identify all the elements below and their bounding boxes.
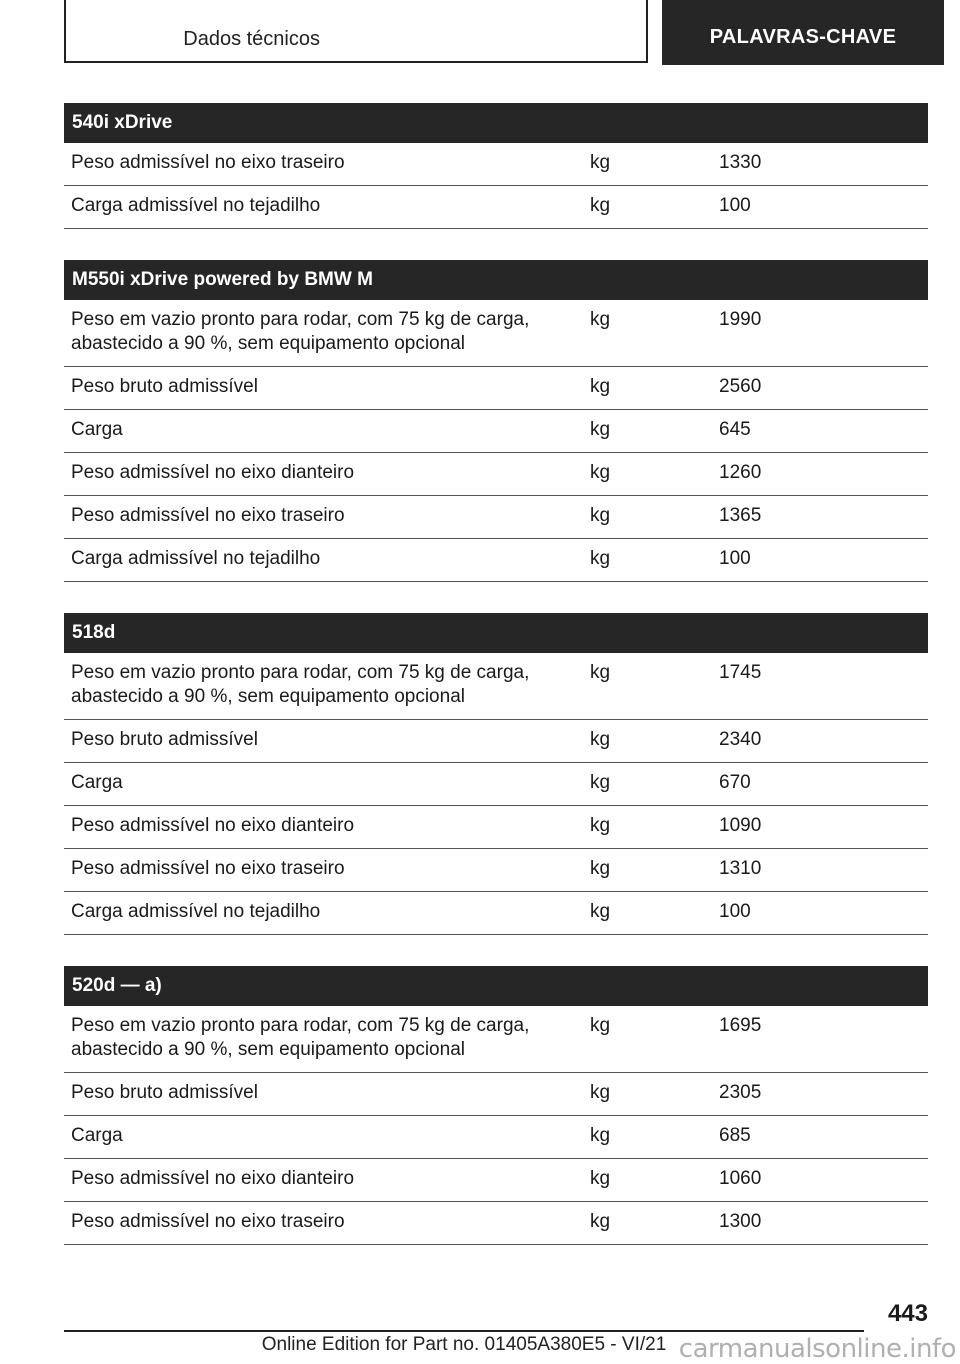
row-unit: kg (590, 729, 611, 750)
row-unit: kg (590, 772, 611, 793)
table-row (64, 763, 928, 806)
table-row (64, 367, 928, 410)
row-value: 1260 (719, 462, 762, 483)
row-unit: kg (590, 419, 611, 440)
table-row (64, 1202, 928, 1245)
row-label: Carga admissível no tejadilho (71, 548, 321, 569)
row-label: Peso bruto admissível (71, 1082, 258, 1103)
page-header (0, 0, 960, 66)
row-value: 1990 (719, 309, 762, 330)
row-label: Carga (71, 772, 123, 793)
table-row (64, 806, 928, 849)
section-title: 520d — a) (64, 966, 928, 1006)
row-value: 1745 (719, 662, 762, 683)
row-value: 2305 (719, 1082, 762, 1103)
row-unit: kg (590, 1168, 611, 1189)
row-value: 100 (719, 548, 751, 569)
row-unit: kg (590, 662, 611, 683)
table-row (64, 496, 928, 539)
table-row (64, 539, 928, 582)
row-value: 1695 (719, 1015, 762, 1036)
row-label: Carga admissível no tejadilho (71, 195, 321, 216)
row-label: Peso admissível no eixo traseiro (71, 858, 345, 879)
row-value: 1365 (719, 505, 762, 526)
row-value: 1330 (719, 152, 762, 173)
row-label: Peso admissível no eixo dianteiro (71, 815, 355, 836)
row-label: Peso em vazio pronto para rodar, com 75 kg de carga, abastecido a 90 %, sem equipamento opcional (71, 1015, 530, 1060)
row-value: 670 (719, 772, 751, 793)
row-label: Peso bruto admissível (71, 376, 258, 397)
spec-section (64, 613, 928, 935)
table-row (64, 653, 928, 720)
row-value: 645 (719, 419, 751, 440)
row-label: Carga admissível no tejadilho (71, 901, 321, 922)
row-value: 100 (719, 195, 751, 216)
row-value: 685 (719, 1125, 751, 1146)
row-value: 1310 (719, 858, 762, 879)
spec-tables (64, 103, 928, 1276)
row-label: Peso em vazio pronto para rodar, com 75 kg de carga, abastecido a 90 %, sem equipamento opcional (71, 662, 530, 707)
table-row (64, 720, 928, 763)
table-row (64, 410, 928, 453)
section-title: 540i xDrive (64, 103, 928, 143)
row-label: Peso admissível no eixo traseiro (71, 152, 345, 173)
spec-section (64, 103, 928, 229)
row-label: Carga (71, 419, 123, 440)
row-unit: kg (590, 1125, 611, 1146)
row-unit: kg (590, 462, 611, 483)
row-unit: kg (590, 152, 611, 173)
table-row (64, 1159, 928, 1202)
row-unit: kg (590, 858, 611, 879)
table-row (64, 849, 928, 892)
row-label: Peso admissível no eixo dianteiro (71, 1168, 355, 1189)
row-unit: kg (590, 1211, 611, 1232)
edition-text: Online Edition for Part no. 01405A380E5 - VI/21 (261, 1334, 667, 1355)
header-frame (64, 0, 648, 63)
row-unit: kg (590, 195, 611, 216)
spec-section (64, 966, 928, 1245)
row-label: Peso bruto admissível (71, 729, 258, 750)
table-row (64, 1116, 928, 1159)
page-number: 443 (887, 1300, 928, 1327)
table-row (64, 892, 928, 935)
table-row (64, 143, 928, 186)
row-label: Peso admissível no eixo traseiro (71, 1211, 345, 1232)
row-label: Peso em vazio pronto para rodar, com 75 kg de carga, abastecido a 90 %, sem equipamento opcional (71, 309, 530, 354)
header-keyword-tab[interactable]: PALAVRAS-CHAVE (662, 0, 944, 65)
table-row (64, 1073, 928, 1116)
row-unit: kg (590, 505, 611, 526)
row-value: 2560 (719, 376, 762, 397)
row-label: Carga (71, 1125, 123, 1146)
table-row (64, 300, 928, 367)
row-unit: kg (590, 309, 611, 330)
table-row (64, 453, 928, 496)
row-value: 1300 (719, 1211, 762, 1232)
row-value: 1090 (719, 815, 762, 836)
row-value: 100 (719, 901, 751, 922)
spec-section (64, 260, 928, 582)
watermark: carmanualsonline.info (678, 1334, 956, 1364)
row-unit: kg (590, 548, 611, 569)
row-label: Peso admissível no eixo dianteiro (71, 462, 355, 483)
section-title: M550i xDrive powered by BMW M (64, 260, 928, 300)
row-unit: kg (590, 1015, 611, 1036)
header-section-title: Dados técnicos (183, 28, 320, 50)
row-unit: kg (590, 1082, 611, 1103)
row-unit: kg (590, 815, 611, 836)
row-value: 1060 (719, 1168, 762, 1189)
section-title: 518d (64, 613, 928, 653)
table-row (64, 1006, 928, 1073)
row-label: Peso admissível no eixo traseiro (71, 505, 345, 526)
row-value: 2340 (719, 729, 762, 750)
row-unit: kg (590, 376, 611, 397)
row-unit: kg (590, 901, 611, 922)
table-row (64, 186, 928, 229)
